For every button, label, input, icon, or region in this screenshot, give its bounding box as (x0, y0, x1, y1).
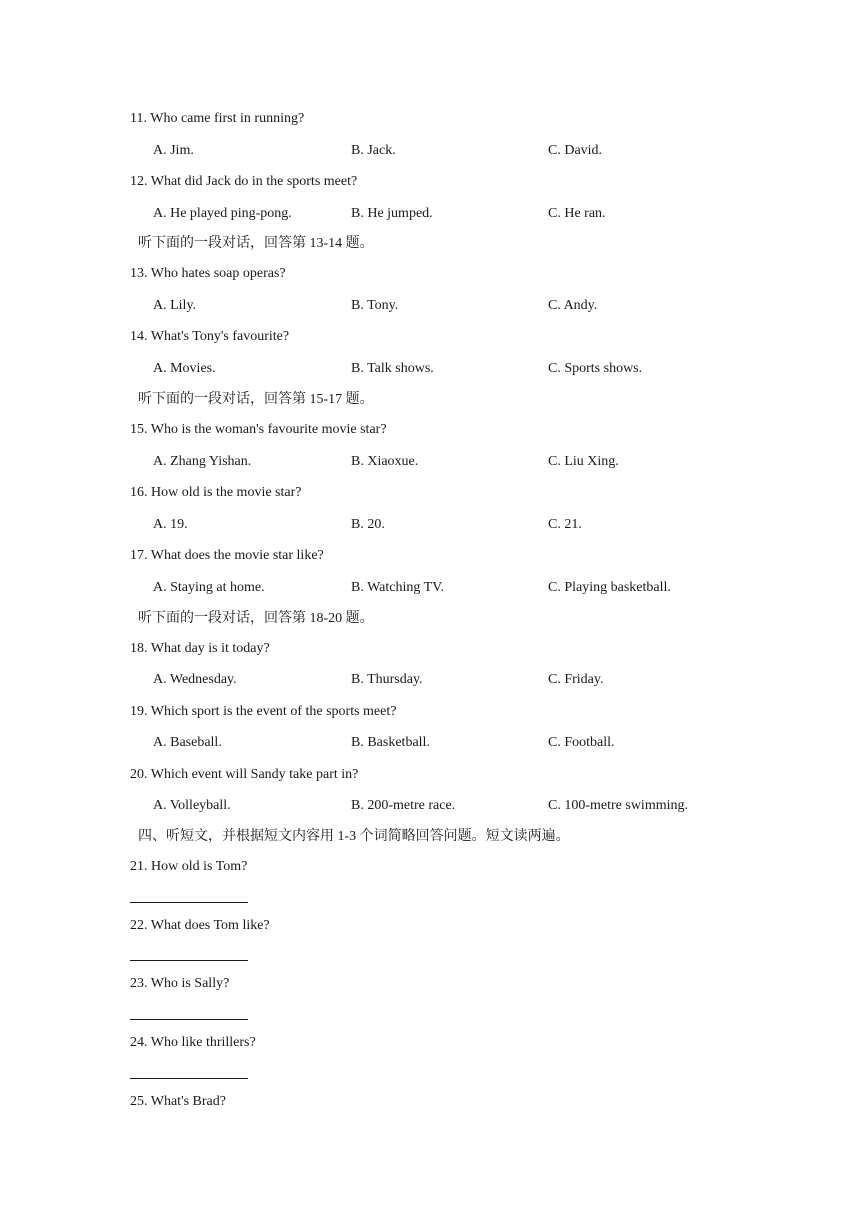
option-c: C. David. (548, 143, 603, 158)
answer-blank[interactable] (130, 902, 248, 903)
option-b: B. He jumped. (351, 206, 433, 221)
option-b: B. Thursday. (351, 672, 423, 687)
question-stem: 14. What's Tony's favourite? (130, 329, 290, 344)
answer-blank[interactable] (130, 1019, 248, 1020)
question-stem: 20. Which event will Sandy take part in? (130, 767, 359, 782)
option-b: B. 200-metre race. (351, 798, 456, 813)
section-instruction: 听下面的一段对话，回答第 15-17 题。 (138, 392, 374, 407)
option-c: C. Football. (548, 735, 615, 750)
question-stem: 15. Who is the woman's favourite movie star? (130, 422, 387, 437)
section-instruction: 听下面的一段对话，回答第 18-20 题。 (138, 611, 374, 626)
question-stem: 17. What does the movie star like? (130, 548, 324, 563)
option-a: A. Volleyball. (153, 798, 231, 813)
option-b: B. 20. (351, 517, 385, 532)
option-b: B. Xiaoxue. (351, 454, 419, 469)
question-stem: 13. Who hates soap operas? (130, 266, 286, 281)
short-answer-question: 21. How old is Tom? (130, 859, 248, 874)
question-stem: 18. What day is it today? (130, 641, 270, 656)
option-a: A. 19. (153, 517, 188, 532)
option-c: C. Liu Xing. (548, 454, 619, 469)
option-b: B. Tony. (351, 298, 399, 313)
option-c: C. 21. (548, 517, 582, 532)
question-stem: 19. Which sport is the event of the sports meet? (130, 704, 397, 719)
short-answer-question: 24. Who like thrillers? (130, 1035, 256, 1050)
option-a: A. Movies. (153, 361, 216, 376)
option-c: C. Andy. (548, 298, 598, 313)
option-a: A. He played ping-pong. (153, 206, 292, 221)
short-answer-question: 25. What's Brad? (130, 1094, 226, 1109)
question-stem: 11. Who came first in running? (130, 111, 305, 126)
option-c: C. He ran. (548, 206, 606, 221)
option-a: A. Lily. (153, 298, 197, 313)
question-stem: 12. What did Jack do in the sports meet? (130, 174, 358, 189)
option-a: A. Jim. (153, 143, 194, 158)
option-b: B. Watching TV. (351, 580, 444, 595)
option-a: A. Zhang Yishan. (153, 454, 252, 469)
option-a: A. Staying at home. (153, 580, 265, 595)
answer-blank[interactable] (130, 1078, 248, 1079)
answer-blank[interactable] (130, 960, 248, 961)
option-c: C. Sports shows. (548, 361, 643, 376)
option-c: C. 100-metre swimming. (548, 798, 688, 813)
option-c: C. Playing basketball. (548, 580, 671, 595)
question-stem: 16. How old is the movie star? (130, 485, 302, 500)
option-b: B. Basketball. (351, 735, 430, 750)
section-instruction: 听下面的一段对话，回答第 13-14 题。 (138, 236, 374, 251)
short-answer-question: 23. Who is Sally? (130, 976, 230, 991)
section-4-heading: 四、听短文，并根据短文内容用 1-3 个词简略回答问题。短文读两遍。 (138, 829, 570, 844)
option-a: A. Wednesday. (153, 672, 237, 687)
short-answer-question: 22. What does Tom like? (130, 918, 270, 933)
option-a: A. Baseball. (153, 735, 222, 750)
option-b: B. Talk shows. (351, 361, 434, 376)
option-c: C. Friday. (548, 672, 604, 687)
option-b: B. Jack. (351, 143, 396, 158)
